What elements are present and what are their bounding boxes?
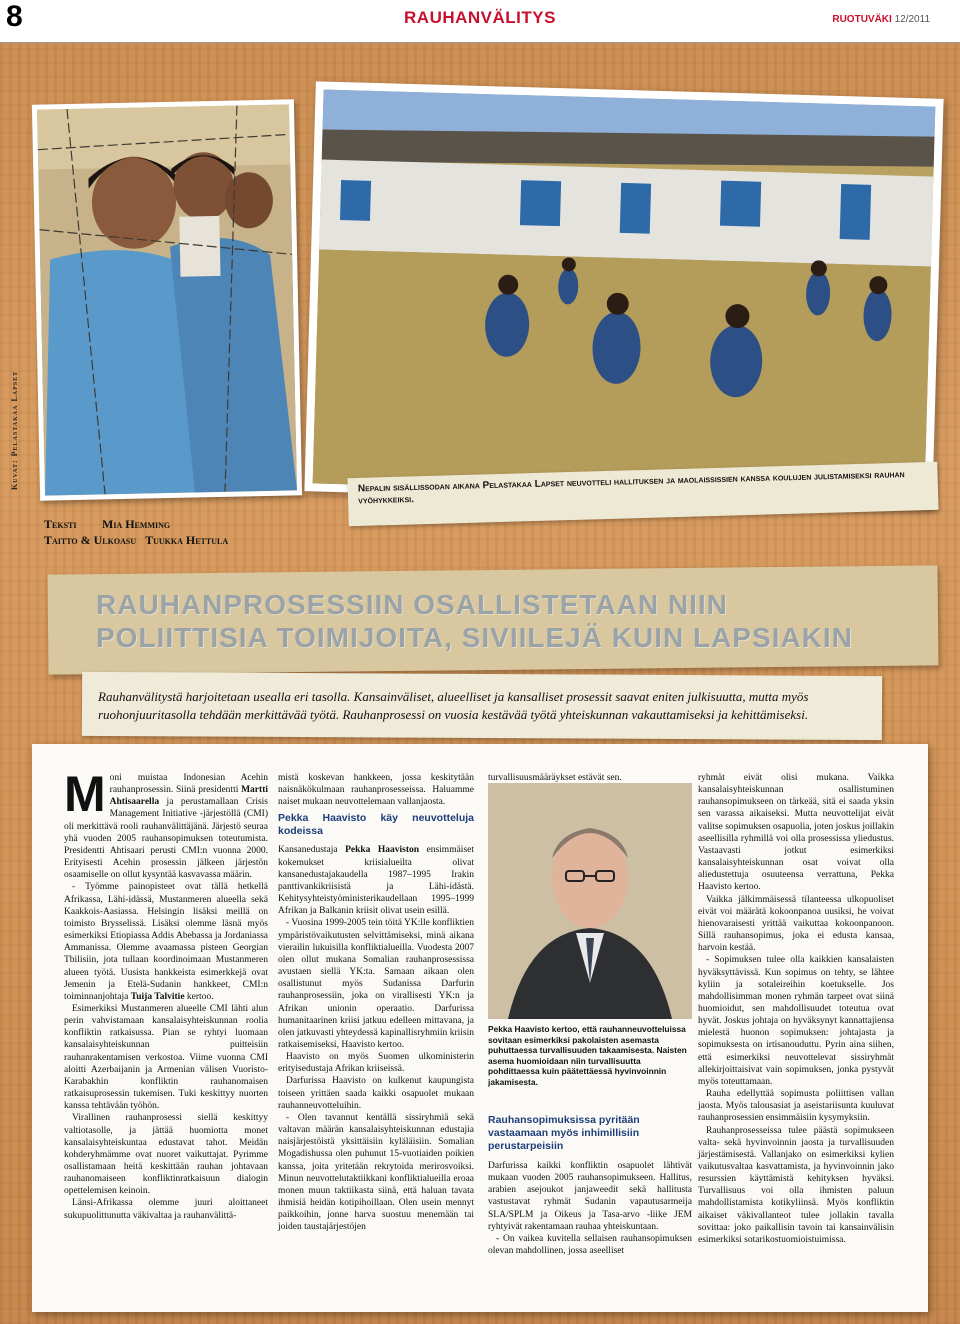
byline-text-label: Teksti xyxy=(44,517,77,531)
paragraph: mistä koskevan hankkeen, jossa keskitytään naisnäkökulmaan rauhanprosesseissa. Haluamme naiset mukaan neuvottelemaan vallanjaosta. xyxy=(278,773,474,808)
drop-cap: M xyxy=(64,766,106,822)
subheading: Pekka Haavisto käy neuvotteluja kodeissa xyxy=(278,812,474,838)
byline xyxy=(44,516,228,548)
paragraph: - Olen tavannut kentällä sissiryhmiä sekä valtavan määrän kansalaisyhteiskunnan edustajia naisjärjestöistä yksittäisiin kyläläisiin. Somalian Mogadishussa olen puhunut 15-vuotiaiden poikien kanssa, joita yritetään rekrytoida merirosvoiksi. Minun neuvottelutaktiikkani konfliktialueilla eroaa monen muun taktiikasta siinä, että haluan tavata ihmisiä heidän kotipihoillaan. Olen usein mennyt paikkoihin, jonne harva suostuu menemään tai joiden taustajärjestöjen xyxy=(278,1112,474,1233)
headline-line-1: RAUHANPROSESSIIN OSALLISTETAAN NIIN xyxy=(96,589,728,620)
photo-girls-image xyxy=(37,104,297,495)
photo-girls-illustration xyxy=(37,104,297,495)
byline-layout-author: Tuukka Hettula xyxy=(145,533,229,547)
headline xyxy=(96,588,916,654)
paragraph xyxy=(278,844,474,917)
issue-label xyxy=(832,14,930,25)
paragraph: Länsi-Afrikassa olemme juuri aloittaneet sukupuolittunutta väkivaltaa ja rauhanvälittä- xyxy=(64,1198,268,1221)
photo-credit: Kuvat: Pelastakaa Lapset xyxy=(10,370,19,490)
byline-text xyxy=(44,516,228,532)
text: ja perustamallaan Crisis Management Initiative -järjestöllä (CMI) oli merkittävä rooli rauhanvälittäjänä. Järjestö seuraa yhä vuoden 2005 rauhansopimuksen toteutumista. Presidentti Ahtisaari perusti CMI:n vuonna 2000. Erityisesti Acehin prosessin jälkeen järjestön osaamiselle on ollut kysyntää kasvavassa määrin. xyxy=(64,797,268,881)
text: kertoo. xyxy=(184,991,214,1002)
paragraph xyxy=(64,881,268,1003)
byline-layout-label: Taitto & Ulkoasu xyxy=(44,533,137,547)
paragraph: ryhmät eivät olisi mukana. Vaikka kansalaisyhteiskunnan osallistuminen rauhansopimukseen on tärkeää, sitä ei saada yksin sen varassa aikaiseksi. Mutta neuvottelijat eivät valitse sopimuksen osapuolia, joten joskus joillakin aseellisilla ryhmillä voi olla prosessissa yliedustus. Vastaavasti jotkut esimerkiksi kansalaisyhteiskunnan osat voivat olla aliedustettuja osuuteensa verrattuna, Pekka Haavisto kertoo. xyxy=(698,773,894,893)
paragraph: Rauhanprosesseissa tulee päästä sopimukseen valta- sekä hyvinvoinnin jaosta ja turvallisuuden järjestämisestä. Vallanjako on esimerkiksi kylien vaikutusvaltaa kasvattamista, ja hyvinvoinnin jako resurssien käyttämistä kehityksen hyväksi. Turvallisuus voi olla ihmisten paluun mahdollistamista kotikyliinsä. Myös konfliktin aikaiset väkivallanteot tulee jollakin tavalla sovittaa: joko paikallisin tavoin tai kansainvälisin esimerkiksi sotarikostuomioistuimissa. xyxy=(698,1125,894,1245)
issue-number: 12/2011 xyxy=(894,14,930,25)
paragraph: Esimerkiksi Mustanmeren alueelle CMI lähti alun perin vahvistamaan kansalaisyhteiskunnan roolia konfliktin ratkaisussa. Pian se ryhtyi luomaan kansalaisyhteiskunnan puitteisiin rauhanrakentamisen verkostoa. Viime vuonna CMI aloitti Azerbaijanin ja Armenian välisen Vuoristo-Karabakhin konfliktin rauhanomaisen ratkaisuprosessin tukemisen. Tuki keskittyy nuorten kanssa tehtävään työhön. xyxy=(64,1003,268,1112)
photo-schoolyard xyxy=(304,81,943,508)
paragraph: - Sopimuksen tulee olla kaikkien kansalaisten hyväksyttävissä. Kun sopimus on tehty, se lähtee kyliin ja sotaleireihin koetukselle. Jos mahdollisimman monen ryhmän tarpeet ovat siinä huomioidut, sen mahdollisuudet toteutua ovat hyvät. Joskus johtaja on hyväksynyt kannattajiensa mielestä huonon sopimuksen: johtajasta ja sopimuksesta on irtisanouduttu. Pyrin aina siihen, että esimerkiksi neuvottelevat sissiryhmät allekirjoittaisivat vain sopimuksen, jonka pystyvät myös toteuttamaan. xyxy=(698,955,894,1087)
text: ensimmäiset kokemukset kriisialueilta olivat kansanedustajakaudella 1987–1995 Irakin panttivankikriisistä ja Lähi-idästä. Kehitysyhteistyöministerikaudellaan 1995–1999 Afrikan ja Balkanin kriisit olivat usein esillä. xyxy=(278,845,474,917)
byline-text-authors: Mia Hemming xyxy=(102,517,171,531)
paragraph: Vaikka jälkimmäisessä tilanteessa ulkopuoliset eivät voi määrätä kokoonpanoa uusiksi, he voivat hienovaraisesti yrittää vaikuttaa kokoonpanoon. Sillä rauhansopimus, joka ei edusta kansaa, harvoin kestää. xyxy=(698,894,894,954)
masthead: RAUHANVÄLITYS xyxy=(404,8,556,27)
text: oni muistaa Indonesian Acehin rauhanprosessin. Siinä presidentti xyxy=(109,773,268,796)
photo-schoolyard-image xyxy=(313,90,936,501)
lead-paragraph: Rauhanvälitystä harjoitetaan usealla eri tasolla. Kansainväliset, alueelliset ja kansalliset prosessit saavat eniten julkisuutta, mutta myös ruohonjuuritasolla tehdään merkittävää työtä. Rauhanprosessi on vuosia kestävää työtä yhteiskunnan vakauttamiseksi ja kehittämiseksi. xyxy=(98,689,809,722)
paragraph: Virallinen rauhanprosessi siellä keskittyy valtiotasolle, ja jättää huomiotta monet kansalaisyhteiskuntaa edustavat tahot. Meidän kohderyhmämme ovat nuoret vaikuttajat. Pyrimme osallistamaan heitä keskittään rauhan johtavaan rauhanomaiseen konfliktinratkaisuun dialogin opettelemisen keinoin. xyxy=(64,1113,268,1197)
article-column-3-bottom xyxy=(488,1160,692,1257)
article-column-4 xyxy=(698,772,894,1246)
photo-schoolyard-illustration xyxy=(313,90,936,501)
portrait-photo xyxy=(488,783,692,1019)
article-column-2 xyxy=(278,772,474,1233)
paragraph: - On vaikea kuvitella sellaisen rauhansopimuksen olevan mahdollinen, jossa aseelliset xyxy=(488,1233,692,1257)
paragraph: - Vuosina 1999-2005 tein töitä YK:lle konfliktien ympäristövaikutusten selvittämiseksi, minä aikana vierailin lukuisilla konfliktialueilla. Vuodesta 2007 olen ollut mukana Somalian rauhanprosessissa avustaen siellä YK:ta. Samaan aikaan olen osallistunut myös Sudanissa Darfurin rauhanprosessiin, joka on virallisesti YK:n ja Afrikan unionin operaatio. Darfurissa humanitaarinen kriisi jatkuu edelleen mittavana, ja olen jatkuvasti yhteydessä kapinallisryhmiin kriisin ratkaisemiseksi, Haavisto kertoo. xyxy=(278,918,474,1050)
paragraph xyxy=(64,766,268,881)
person-name: Tuija Talvitie xyxy=(130,991,185,1002)
paragraph: Darfurissa Haavisto on kulkenut kaupungista toiseen yrittäen saada kaikki osapuolet mukaan rauhanneuvotteluihin. xyxy=(278,1076,474,1111)
portrait-illustration xyxy=(488,783,692,1019)
article-column-1 xyxy=(64,766,268,1222)
page-number: 8 xyxy=(6,0,23,33)
photo-caption: Nepalin sisällissodan aikana Pelastakaa Lapset neuvotteli hallituksen ja maolaississien kanssa koulujen julistamiseksi rauhan vyöhykkeiksi. xyxy=(357,469,905,507)
paragraph: Darfurissa kaikki konfliktin osapuolet lähtivät mukaan vuoden 2005 rauhansopimukseen. Hallitus, arabien asejoukot janjaweedit sekä hallitusta vastustavat ryhmät Sudanin vapautusarmeija SLA/SPLM ja Oikeus ja Tasa-arvo -liike JEM ryhtyivät rakentamaan rauhaa yhteiskuntaan. xyxy=(488,1161,692,1232)
page-header xyxy=(0,0,960,43)
paragraph: Haavisto on myös Suomen ulkoministerin erityisedustaja Afrikan kriiseissä. xyxy=(278,1052,474,1075)
paragraph: Rauha edellyttää sopimusta poliittisen vallan jaosta. Myös talousasiat ja aseistariisunta kuuluvat rauhanprosessien ensimmäisiin kysymyksiin. xyxy=(698,1089,894,1124)
photo-girls-barbed-wire xyxy=(32,99,302,500)
magazine-name: RUOTUVÄKI xyxy=(832,14,892,25)
paragraph: turvallisuusmääräykset estävät sen. xyxy=(488,773,622,783)
portrait-caption: Pekka Haavisto kertoo, että rauhanneuvotteluissa sovitaan esimerkiksi pakolaisten asemasta puhuttaessa turvallisuuden takaamisesta. Naisten asema huomioidaan niin turvallisuutta pohdittaessa kuin päätettäessä hyvinvoinnin jakamisesta. xyxy=(488,1024,687,1087)
text: - Työmme painopisteet ovat tällä hetkellä Afrikassa, Lähi-idässä, Mustanmeren alueella sekä Kaakkois-Aasiassa. Helsingin lisäksi meillä on toimisto Brysselissä. Lisäksi olemme läsnä myös esimerkiksi Etiopiassa Addis Abebassa ja Jordaniassa Ammanissa. Olemme avaamassa pisteen Georgian Tbilisiin, jota tullaan koordinoimaan Mustanmeren alueen työtä. Uusista hankkeista esimerkkejä ovat Jemenin ja Etelä-Sudanin hankkeet, CMI:n toiminnanjohtaja xyxy=(64,882,268,1002)
text: Kansanedustaja xyxy=(278,845,346,856)
person-name: Martti Ahtisaarella xyxy=(109,785,268,808)
subheading: Rauhansopimuksissa pyritään vastaamaan myös inhimillisiin perustarpeisiin xyxy=(488,1114,640,1152)
person-name: Pekka Haaviston xyxy=(345,845,420,856)
byline-layout xyxy=(44,532,228,548)
headline-line-2: POLIITTISIA TOIMIJOITA, SIVIILEJÄ KUIN LAPSIAKIN xyxy=(96,622,853,653)
